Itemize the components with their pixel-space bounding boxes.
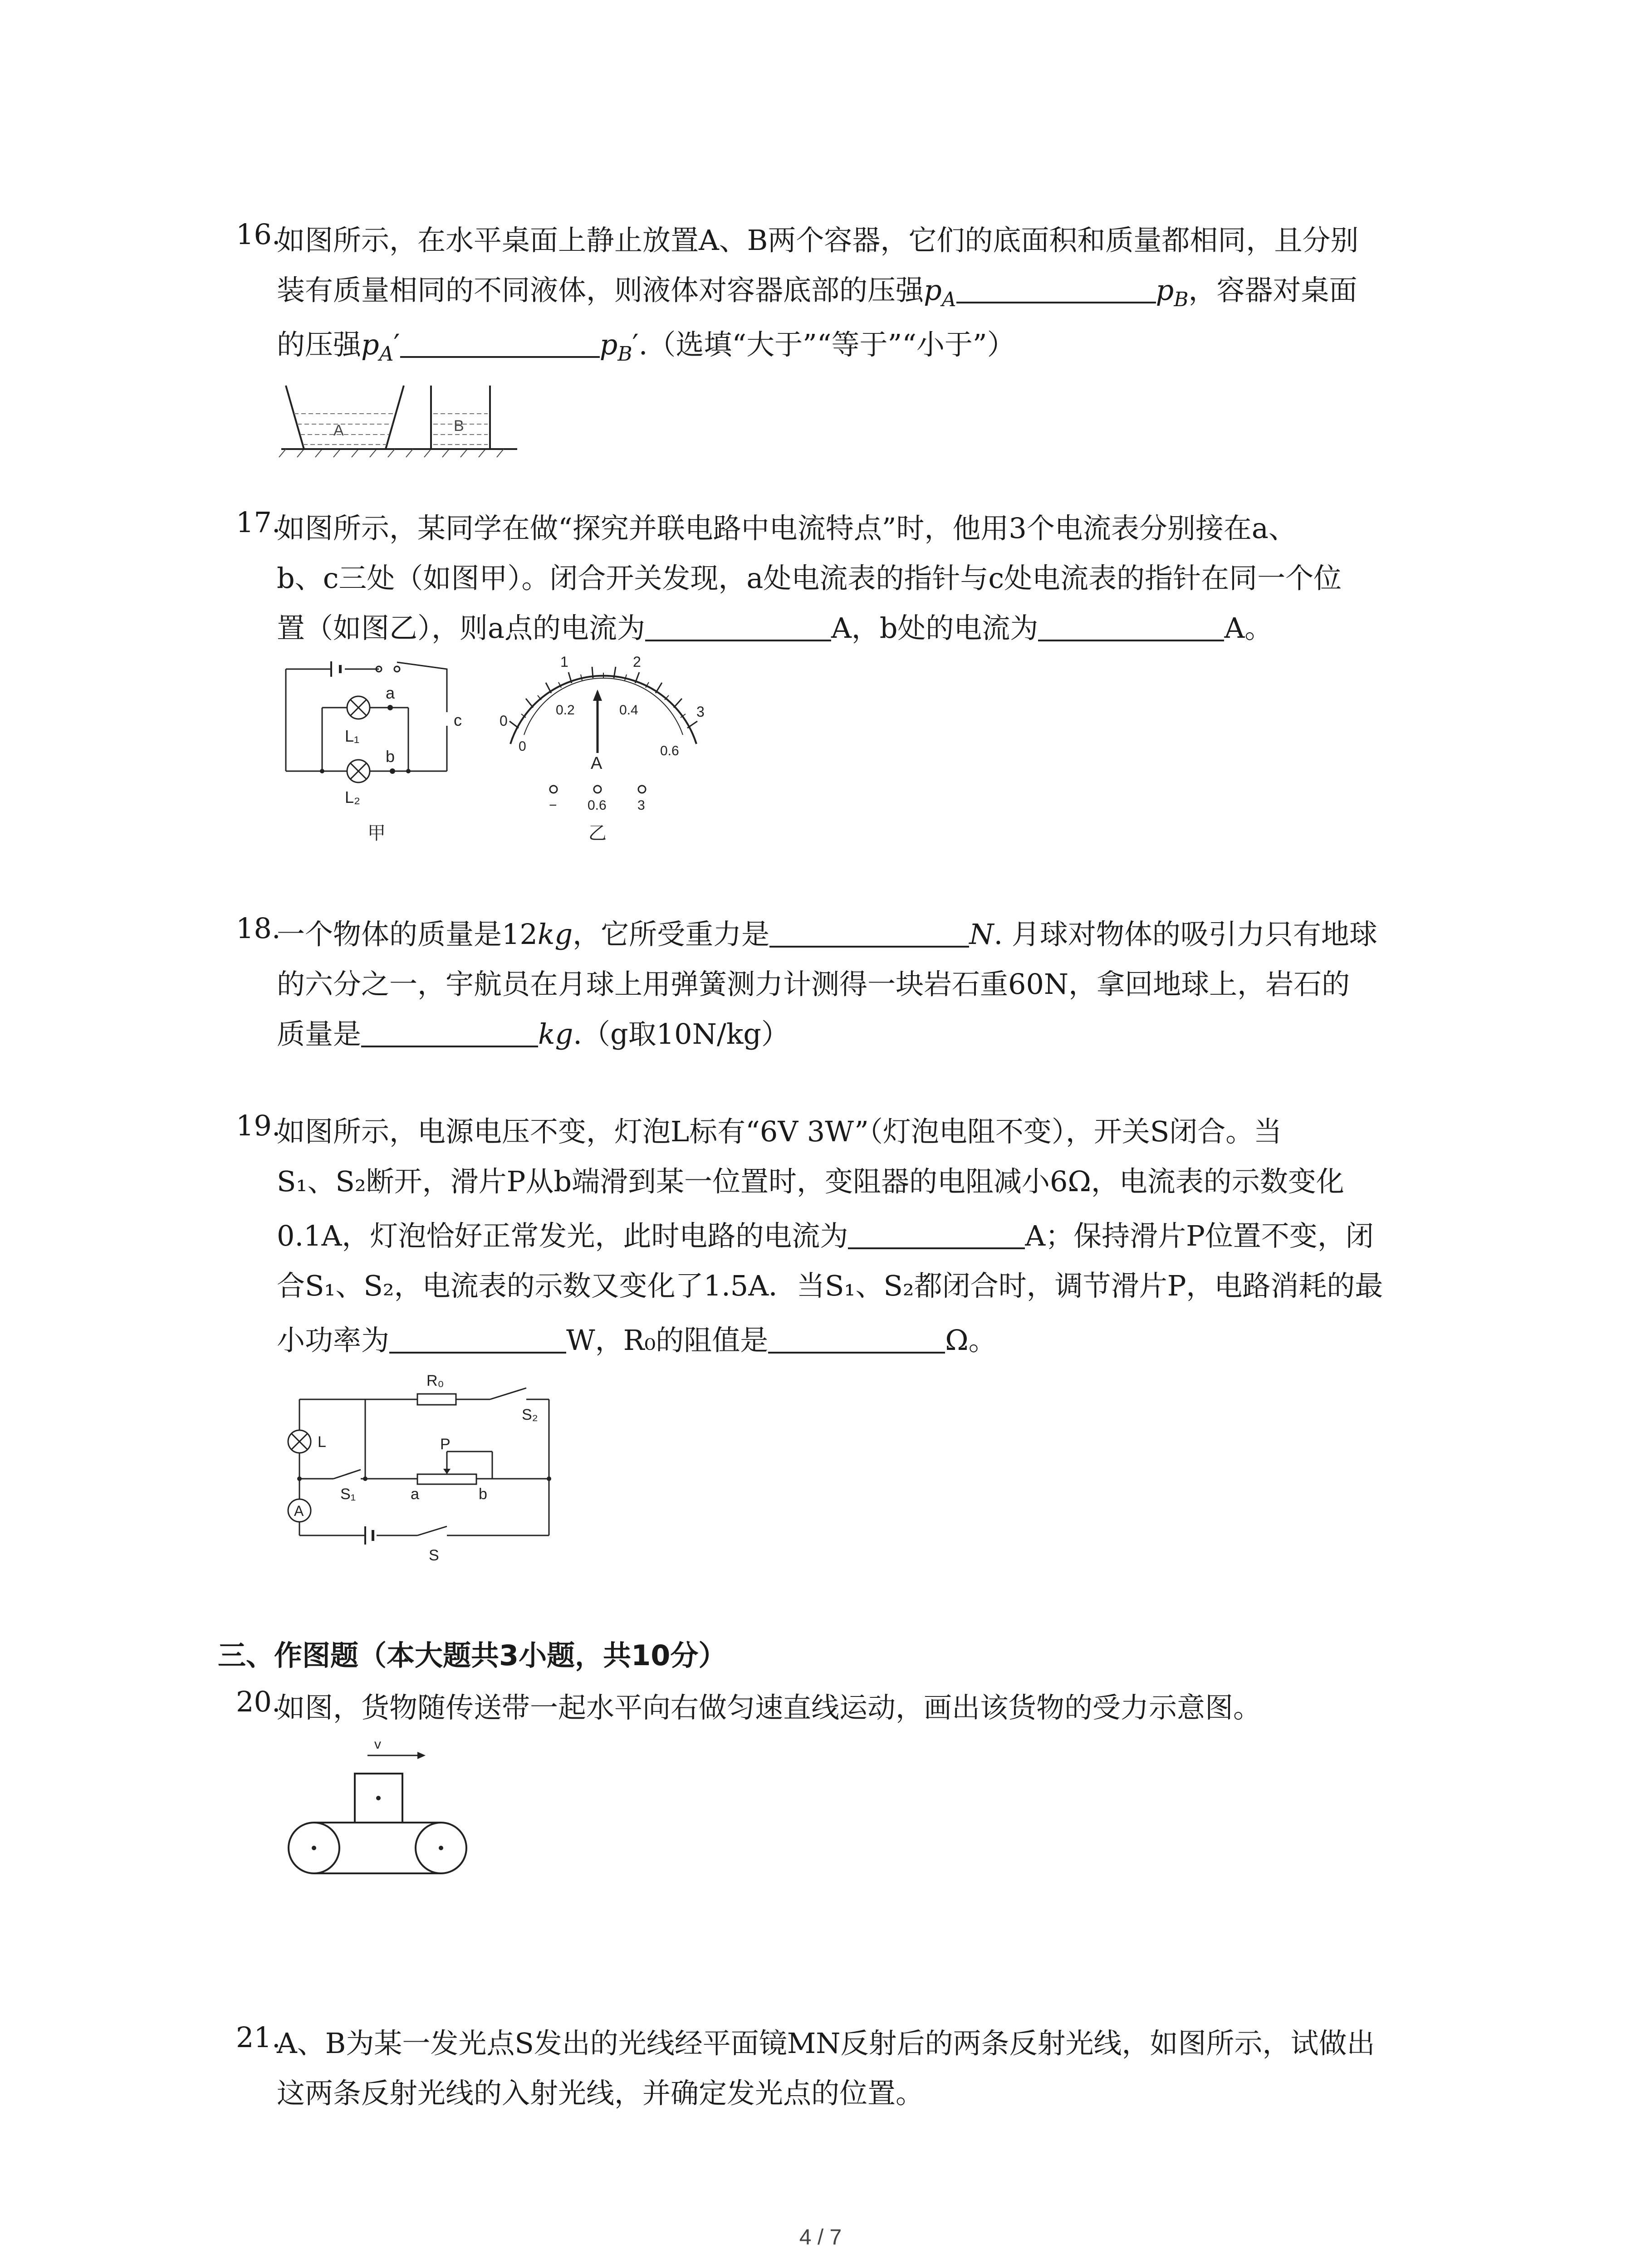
pb-prime-sub: B <box>617 342 632 366</box>
page-number: 4 / 7 <box>799 2225 842 2249</box>
label-p: P <box>440 1436 451 1453</box>
terminal-neg: − <box>549 798 557 813</box>
label-b: B <box>454 417 464 435</box>
q18-number: 18. <box>236 912 281 945</box>
q19-blank-2[interactable] <box>389 1322 566 1354</box>
pa-symbol: p <box>924 274 942 307</box>
containers-figure <box>277 381 522 458</box>
q21-line2: 这两条反射光线的入射光线，并确定发光点的位置。 <box>277 2077 924 2110</box>
container-a <box>286 386 404 449</box>
label-b-point: b <box>386 747 395 766</box>
q18-line1-mid: ，它所受重力是 <box>573 918 770 951</box>
q18-line3-tail: .（g取10N/kg） <box>573 1017 789 1051</box>
terminal-3: 3 <box>637 798 645 813</box>
scale-top-3: 3 <box>696 704 705 720</box>
label-a: A <box>333 422 344 439</box>
label-l: L <box>318 1433 326 1451</box>
ammeter-figure <box>497 653 705 848</box>
prime-mark: ′ <box>393 328 400 361</box>
figure-label-jia: 甲 <box>367 823 386 843</box>
q17-blank-1[interactable] <box>645 610 831 641</box>
q20-line1: 如图，货物随传送带一起水平向右做匀速直线运动，画出该货物的受力示意图。 <box>277 1691 1262 1724</box>
pa-prime-sub: A <box>379 342 394 366</box>
q18-line2: 的六分之一，宇航员在月球上用弹簧测力计测得一块岩石重60N，拿回地球上，岩石的 <box>277 968 1350 1001</box>
q21-line1: A、B为某一发光点S发出的光线经平面镜MN反射后的两条反射光线，如图所示，试做出 <box>277 2027 1375 2060</box>
scale-top-0: 0 <box>500 713 508 729</box>
q18-kg: kg <box>537 918 573 951</box>
scale-top-2: 2 <box>633 654 641 670</box>
q18-blank-2[interactable] <box>361 1016 538 1047</box>
q17-number: 17. <box>236 506 281 539</box>
q18-line1 <box>277 912 1377 952</box>
q16-line2-tail: ，容器对桌面 <box>1188 274 1357 307</box>
pa-prime-symbol: p <box>361 328 379 361</box>
q18-line3-text: 质量是 <box>277 1017 362 1051</box>
meter-unit: A <box>591 754 603 773</box>
q19-line5-tail: Ω。 <box>945 1324 997 1357</box>
q17-line3 <box>277 606 1273 646</box>
q19-line2: S₁、S₂断开，滑片P从b端滑到某一位置时，变阻器的电阻减小6Ω，电流表的示数变化 <box>277 1165 1344 1198</box>
velocity-arrow <box>417 1752 426 1759</box>
q19-line3 <box>277 1213 1374 1254</box>
label-b-slider: b <box>479 1486 487 1503</box>
q17-line3-mid: A，b处的电流为 <box>831 611 1038 645</box>
scale-inner-1: 0.2 <box>556 703 575 718</box>
q20-number: 20. <box>236 1685 281 1718</box>
figure-label-yi: 乙 <box>588 823 607 843</box>
q19-line3-tail: A；保持滑片P位置不变，闭 <box>1025 1219 1374 1252</box>
q21-number: 21. <box>236 2021 281 2054</box>
label-v: v <box>374 1737 381 1752</box>
label-l1: L₁ <box>345 727 360 745</box>
q16-line3-tail: ′.（选填“大于”“等于”“小于”） <box>632 328 1015 361</box>
pa-sub: A <box>941 288 956 311</box>
pb-prime-symbol: p <box>599 328 618 361</box>
q19-line1: 如图所示，电源电压不变，灯泡L标有“6V 3W”（灯泡电阻不变），开关S闭合。当 <box>277 1115 1282 1148</box>
q19-blank-3[interactable] <box>768 1322 945 1354</box>
q17-line1: 如图所示，某同学在做“探究并联电路中电流特点”时，他用3个电流表分别接在a、 <box>277 512 1297 545</box>
label-a-slider: a <box>411 1486 419 1503</box>
q19-line3-text: 0.1A，灯泡恰好正常发光，此时电路的电流为 <box>277 1219 848 1252</box>
q18-line1-text: 一个物体的质量是12 <box>277 918 538 951</box>
q16-line3-text: 的压强 <box>277 328 362 361</box>
pb-symbol: p <box>1156 274 1174 307</box>
q18-kg2: kg <box>538 1017 573 1051</box>
label-c: c <box>454 711 462 729</box>
pb-sub: B <box>1174 288 1189 311</box>
q19-line5 <box>277 1318 997 1358</box>
q17-line3-tail: A。 <box>1224 611 1273 645</box>
scale-inner-2: 0.4 <box>619 703 638 718</box>
q19-line4: 合S₁、S₂，电流表的示数又变化了1.5A．当S₁、S₂都闭合时，调节滑片P，电路消耗的最 <box>277 1269 1383 1302</box>
conveyor-figure <box>281 1733 481 1882</box>
ammeter-a: A <box>294 1503 304 1519</box>
q18-line1-tail: . 月球对物体的吸引力只有地球 <box>994 918 1377 951</box>
section-3-title: 三、作图题（本大题共3小题，共10分） <box>218 1639 727 1672</box>
label-s2: S₂ <box>522 1406 538 1423</box>
q19-blank-1[interactable] <box>848 1217 1025 1249</box>
terminal-06: 0.6 <box>588 798 607 813</box>
scale-top-1: 1 <box>560 654 568 670</box>
q16-number: 16. <box>236 218 281 251</box>
q17-line3-text: 置（如图乙），则a点的电流为 <box>277 611 645 645</box>
q16-blank-1[interactable] <box>956 272 1156 303</box>
label-a-point: a <box>386 684 395 702</box>
parallel-circuit-figure <box>277 658 472 848</box>
q18-blank-1[interactable] <box>769 916 969 948</box>
label-r0: R₀ <box>426 1372 444 1389</box>
label-l2: L₂ <box>345 788 360 807</box>
q17-blank-2[interactable] <box>1038 610 1224 641</box>
q16-line2-text: 装有质量相同的不同液体，则液体对容器底部的压强 <box>277 274 924 307</box>
q16-line2 <box>277 268 1357 311</box>
q19-line5-mid: W，R₀的阻值是 <box>566 1324 769 1357</box>
q19-number: 19. <box>236 1109 281 1142</box>
q16-blank-2[interactable] <box>400 326 600 358</box>
q19-line5-text: 小功率为 <box>277 1324 390 1357</box>
q17-line2: b、c三处（如图甲）。闭合开关发现，a处电流表的指针与c处电流表的指针在同一个位 <box>277 562 1342 595</box>
scale-inner-3: 0.6 <box>660 743 679 758</box>
label-s1: S₁ <box>340 1486 356 1503</box>
scale-inner-0: 0 <box>519 739 526 754</box>
q18-n: N <box>969 918 994 951</box>
label-s: S <box>429 1547 439 1564</box>
q19-circuit-figure <box>272 1365 563 1583</box>
q16-line3 <box>277 322 1015 366</box>
q16-line1: 如图所示，在水平桌面上静止放置A、B两个容器，它们的底面积和质量都相同，且分别 <box>277 224 1359 257</box>
q18-line3 <box>277 1012 789 1052</box>
